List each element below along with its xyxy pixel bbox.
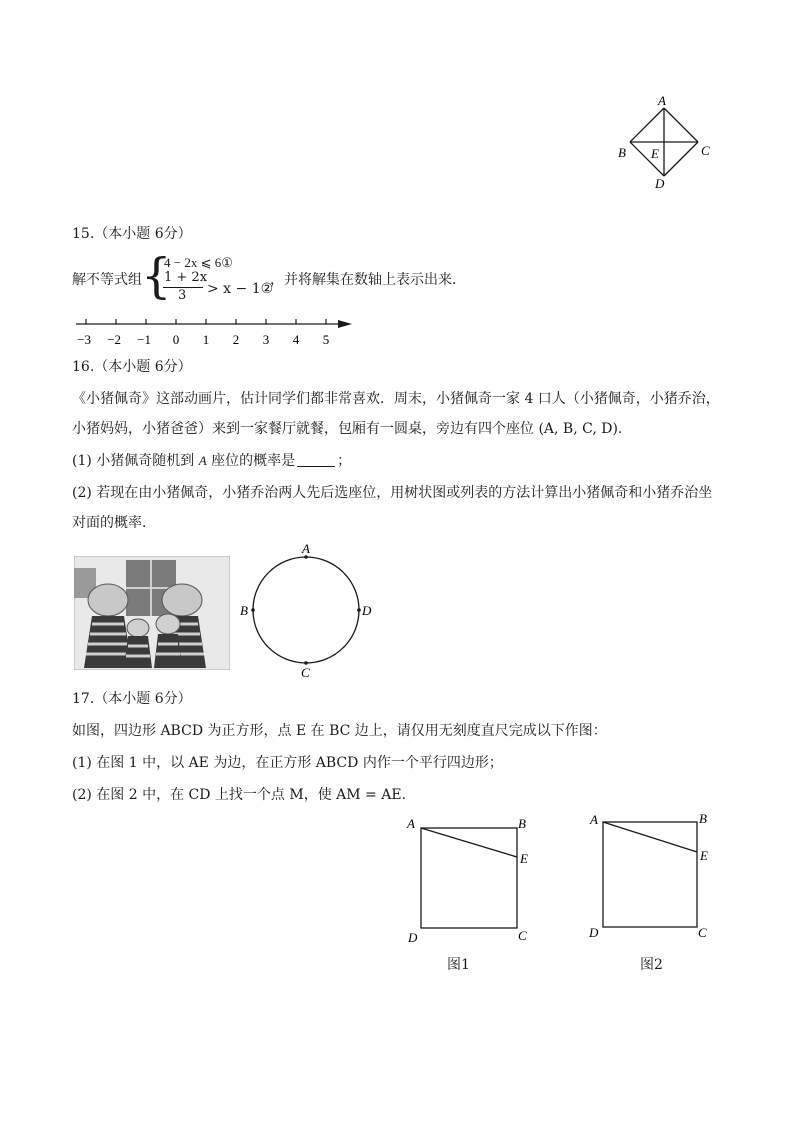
kite-side-cd [664,142,698,176]
fig1-label-d: D [408,930,418,945]
q15-inequality-2-rest: > x − 1② [207,281,274,297]
q17-part-1: (1) 在图 1 中，以 AE 为边，在正方形 ABCD 内作一个平行四边形； [72,755,503,771]
seat-label-d: D [362,603,372,618]
segment-ae-2 [603,822,697,852]
seat-label-a: A [302,541,310,556]
q16-part-1-var: A [198,453,207,468]
kite-figure [612,92,722,192]
q16-header: 16.（本小题 6分） [72,359,192,375]
seat-label-b: B [240,603,248,618]
fig1-label-c: C [518,928,527,943]
round-table-figure [236,540,378,682]
q17-header: 17.（本小题 6分） [72,691,192,707]
fig2-label-a: A [590,812,598,827]
fig2-label-e: E [700,848,708,863]
number-line-label: 2 [232,332,240,347]
kite-label-b: B [618,145,626,160]
q16-paragraph-line-2: 小猪妈妈，小猪爸爸）来到一家餐厅就餐，包厢有一圆桌，旁边有四个座位 (A, B, C, D). [72,421,623,437]
q16-part-1-end: ； [337,453,352,469]
q15-inequality-2-numerator: 1 + 2x [164,270,208,285]
q16-part-2-line-2: 对面的概率． [72,515,156,531]
q17-part-2: (2) 在图 2 中，在 CD 上找一个点 M，使 AM = AE. [72,787,407,803]
q15-inequality-2-denominator: 3 [178,288,187,303]
seat-d-dot [357,608,361,612]
fig1-label-b: B [518,816,526,831]
fig2-label-b: B [699,811,707,826]
q16-part-1 [72,451,351,471]
number-line [72,312,362,352]
peppa-family-picture [74,556,230,670]
fig1-label-e: E [520,851,528,866]
q15-brace: { [141,248,172,304]
number-line-label: 0 [172,332,180,347]
number-line-label: 4 [292,332,300,347]
square-figure-2 [586,808,726,944]
q17-intro: 如图，四边形 ABCD 为正方形，点 E 在 BC 边上，请仅用无刻度直尺完成以下作图： [72,723,607,739]
number-line-label: −1 [137,332,151,347]
q16-answer-blank[interactable] [297,452,335,467]
number-line-arrow [338,320,352,328]
kite-label-e: E [651,146,659,161]
fig2-label-d: D [589,925,599,940]
seat-label-c: C [301,665,310,680]
q16-part-1-text-b: 座位的概率是 [206,453,296,469]
figure-1-caption: 图1 [447,957,470,973]
number-line-label: 5 [322,332,330,347]
kite-label-d: D [655,176,665,191]
q16-part-2-line-1: (2) 若现在由小猪佩奇，小猪乔治两人先后选座位，用树状图或列表的方法计算出小猪佩奇和小猪乔治坐 [72,485,713,501]
square-figure-1 [402,810,542,946]
kite-label-a: A [658,93,666,108]
segment-ae-1 [421,828,517,857]
q16-paragraph-line-1: 《小猪佩奇》这部动画片，估计同学们都非常喜欢．周末，小猪佩奇一家 4 口人（小猪佩奇，小猪乔治， [72,391,720,407]
kite-side-ab [630,108,664,142]
q15-prefix: 解不等式组 [72,272,142,288]
fig1-label-a: A [407,816,415,831]
number-line-label: −3 [77,332,91,347]
square-2 [603,822,697,927]
number-line-label: 1 [202,332,210,347]
q15-suffix: ，并将解集在数轴上表示出来． [270,272,466,288]
kite-label-c: C [701,143,710,158]
seat-b-dot [251,608,255,612]
kite-side-ac [664,108,698,142]
figure-2-caption: 图2 [640,957,663,973]
q16-part-1-text-a: (1) 小猪佩奇随机到 [72,453,199,469]
q15-header: 15.（本小题 6分） [72,226,192,242]
round-table-circle [253,557,359,663]
number-line-label: 3 [262,332,270,347]
q15-inequality-1: 4 − 2x ⩽ 6① [164,255,233,270]
number-line-label: −2 [107,332,121,347]
fig2-label-c: C [698,925,707,940]
